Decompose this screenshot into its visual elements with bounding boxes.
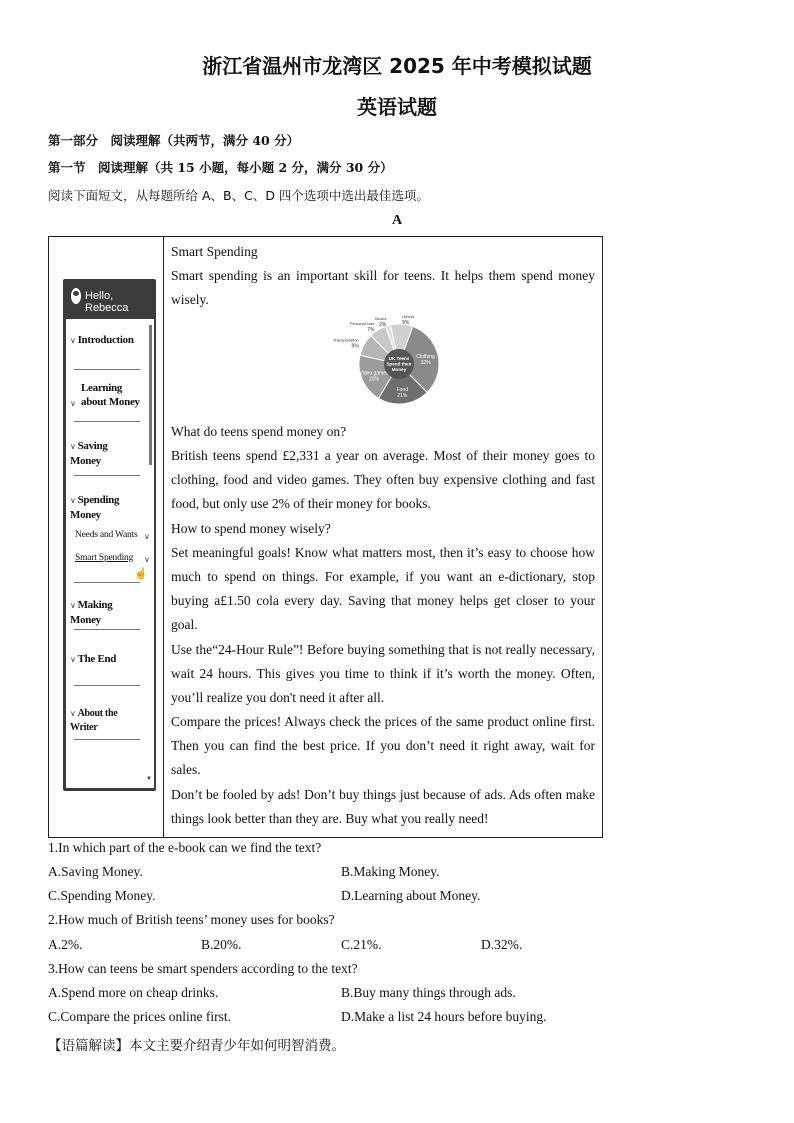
menu-item-about-the-writer[interactable]: ∨ About the Writer bbox=[70, 708, 118, 733]
menu-item-learning-about-money[interactable]: ∨ Learning about Money bbox=[70, 381, 145, 409]
passage-intro: Smart spending is an important skill for teens. It helps them spend money wisely. bbox=[171, 268, 595, 307]
menu-item-the-end[interactable]: ∨ The End bbox=[70, 653, 117, 665]
menu-item-making-money[interactable]: ∨ Making Money bbox=[70, 599, 113, 626]
pie-label: Video games bbox=[359, 370, 389, 377]
pie-value-label: 2% bbox=[379, 321, 387, 328]
user-avatar-icon bbox=[71, 288, 81, 304]
chevron-down-icon: ∨ bbox=[70, 709, 76, 718]
menu-divider bbox=[74, 369, 140, 370]
menu-divider bbox=[74, 475, 140, 476]
page-title: 浙江省温州市龙湾区 2025 年中考模拟试题 bbox=[202, 54, 592, 78]
menu-divider bbox=[74, 421, 140, 422]
question-2-option-b[interactable]: B.20%. bbox=[201, 937, 242, 952]
section-part: 第一部分 阅读理解（共两节，满分 40 分） bbox=[48, 133, 300, 148]
question-1-option-b[interactable]: B.Making Money. bbox=[341, 864, 440, 879]
paragraph-4: Compare the prices! Always check the prices of the same product online first. Then you can find the best price. If you don’t need it right away, wait for sales. bbox=[171, 714, 595, 777]
chevron-down-icon: ∨ bbox=[70, 336, 76, 345]
question-heading-2: How to spend money wisely? bbox=[171, 521, 331, 536]
menu-item-introduction[interactable]: ∨ Introduction bbox=[70, 334, 134, 346]
chevron-down-icon: ∨ bbox=[70, 442, 76, 451]
paragraph-1: British teens spend £2,331 a year on average. Most of their money goes to clothing, food and video games. They often buy expensive clothing and fast food, but only use 2% of their money for books. bbox=[171, 448, 595, 511]
passage-heading: Smart Spending bbox=[171, 244, 258, 259]
column-divider bbox=[163, 237, 164, 837]
question-2-option-a[interactable]: A.2%. bbox=[48, 937, 83, 952]
menu-item-spending-money[interactable]: ∨ Spending Money bbox=[70, 494, 120, 521]
section-sub: 第一节 阅读理解（共 15 小题，每小题 2 分，满分 30 分） bbox=[48, 160, 393, 175]
text-analysis: 【语篇解读】本文主要介绍青少年如何明智消费。 bbox=[48, 1038, 345, 1054]
question-3-option-a[interactable]: A.Spend more on cheap drinks. bbox=[48, 985, 219, 1000]
menu-divider bbox=[74, 685, 140, 686]
scroll-down-icon[interactable]: ▼ bbox=[146, 776, 152, 782]
paragraph-2: Set meaningful goals! Know what matters most, then it’s easy to choose how much to spend on things. For example, if you want an e-dictionary, stop buying a£1.50 cola every day. Saving that money helps get closer to your goal. bbox=[171, 545, 595, 632]
pie-title: UK Teens bbox=[388, 356, 410, 361]
menu-divider bbox=[74, 582, 140, 583]
question-1-option-d[interactable]: D.Learning about Money. bbox=[341, 888, 481, 903]
ebook-sidebar bbox=[63, 279, 156, 791]
question-2-stem: 2.How much of British teens’ money uses for books? bbox=[48, 912, 335, 927]
pie-value-label: 20% bbox=[368, 376, 379, 383]
paragraph-3: Use the“24-Hour Rule”! Before buying something that is not really necessary, wait 24 hours. This gives you time to think if it’s worth the money. Often, you’ll realize you don't need it after all. bbox=[171, 642, 595, 705]
paragraph-5: Don’t be fooled by ads! Don’t buy things just because of ads. Ads often make things look better than they are. Buy what you really need! bbox=[171, 787, 595, 826]
pie-value-label: 7% bbox=[367, 327, 375, 334]
chevron-down-icon: ∨ bbox=[70, 399, 76, 408]
pie-chart bbox=[319, 314, 449, 407]
question-2-option-c[interactable]: C.21%. bbox=[341, 937, 382, 952]
instruction: 阅读下面短文，从每题所给 A、B、C、D 四个选项中选出最佳选项。 bbox=[48, 188, 429, 203]
question-2-option-d[interactable]: D.32%. bbox=[481, 937, 523, 952]
pie-label: Others bbox=[402, 314, 415, 320]
question-3-stem: 3.How can teens be smart spenders according to the text? bbox=[48, 961, 358, 976]
pie-value-label: 21% bbox=[397, 393, 408, 400]
passage-label: A bbox=[391, 213, 403, 228]
scrollbar[interactable] bbox=[149, 325, 152, 465]
chevron-down-icon: ∨ bbox=[70, 496, 76, 505]
pie-title: Money bbox=[391, 367, 407, 372]
ebook-menu bbox=[66, 319, 154, 788]
question-1-option-c[interactable]: C.Spending Money. bbox=[48, 888, 156, 903]
question-3-option-c[interactable]: C.Compare the prices online first. bbox=[48, 1009, 231, 1024]
pie-label: Personal care bbox=[349, 321, 375, 327]
question-3-option-b[interactable]: B.Buy many things through ads. bbox=[341, 985, 516, 1000]
pie-value-label: 9% bbox=[402, 320, 410, 327]
question-3-option-d[interactable]: D.Make a list 24 hours before buying. bbox=[341, 1009, 547, 1024]
pie-title: Spend their bbox=[386, 361, 412, 367]
question-1-stem: 1.In which part of the e-book can we find the text? bbox=[48, 840, 322, 855]
submenu-needs-and-wants[interactable]: Needs and Wants bbox=[75, 530, 138, 540]
submenu-smart-spending[interactable]: Smart Spending bbox=[75, 553, 134, 563]
ebook-header bbox=[63, 279, 156, 319]
pie-label: Transportation bbox=[333, 337, 359, 343]
pie-value-label: 9% bbox=[351, 343, 359, 350]
passage-box bbox=[48, 236, 603, 838]
pie-label: Clothing bbox=[416, 354, 435, 361]
hand-cursor-icon: ☝ bbox=[134, 568, 148, 580]
menu-item-saving-money[interactable]: ∨ Saving Money bbox=[70, 440, 108, 467]
page-subtitle: 英语试题 bbox=[357, 95, 437, 119]
chevron-down-icon: ∨ bbox=[144, 532, 150, 541]
menu-divider bbox=[74, 739, 140, 740]
menu-divider bbox=[74, 629, 140, 630]
chevron-down-icon: ∨ bbox=[144, 555, 150, 564]
pie-value-label: 32% bbox=[420, 360, 431, 367]
chevron-down-icon: ∨ bbox=[70, 655, 76, 664]
question-1-option-a[interactable]: A.Saving Money. bbox=[48, 864, 143, 879]
chevron-down-icon: ∨ bbox=[70, 601, 76, 610]
pie-label: Books bbox=[375, 315, 387, 321]
ebook-greeting: Hello, Rebecca bbox=[85, 290, 129, 314]
pie-chart-svg bbox=[319, 314, 449, 407]
question-heading-1: What do teens spend money on? bbox=[171, 424, 347, 439]
pie-label: Food bbox=[396, 387, 408, 394]
